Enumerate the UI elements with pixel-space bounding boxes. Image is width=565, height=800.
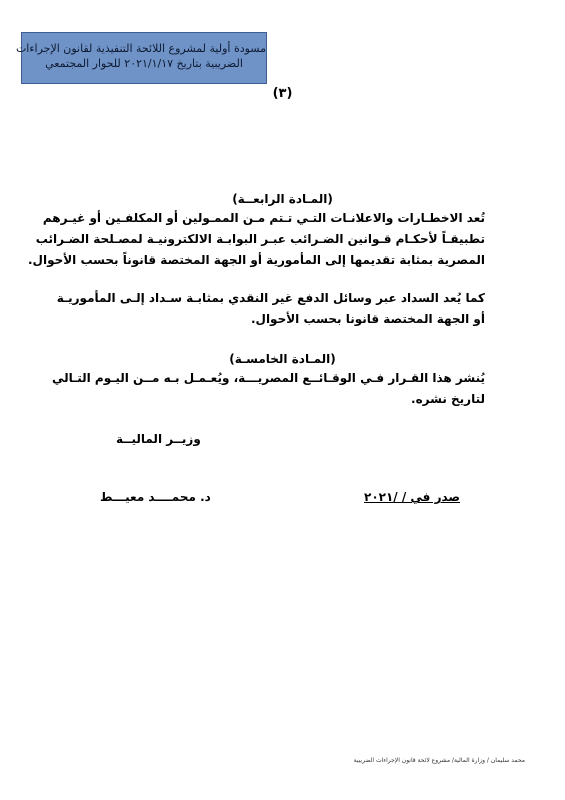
article-4-heading: (المـادة الرابعــة) — [232, 192, 333, 206]
article-4-line: تُعد الاخطـارات والاعلانـات التـي تـتم مـن الممـولين أو المكلفـين أو غيـرهم — [42, 211, 485, 225]
article-4-line: كما يُعد السداد عبر وسائل الدفع غير النقدي بمثابـة سـداد إلـى المأموريـة — [56, 291, 485, 305]
stamp-line-1: مسودة أولية لمشروع اللائحة التنفيذية لقانون الإجراءات — [15, 42, 266, 55]
minister-title: وزيــر الماليــة — [116, 432, 201, 446]
article-5-paragraph — [51, 368, 485, 410]
article-4-paragraph-2 — [56, 288, 485, 330]
article-5-heading: (المـادة الخامسـة) — [229, 352, 336, 366]
minister-name: د. محمــــد معيـــط — [100, 490, 211, 504]
issue-date: صدر في / /٢٠٢١ — [364, 490, 461, 504]
article-5-line: يُنشر هذا القـرار فـي الوقـائــع المصريـــة، ويُعـمـل بـه مــن اليـوم التـالي — [51, 371, 485, 385]
article-4-paragraph-1 — [27, 208, 485, 271]
article-4-line: تطبيقـاً لأحكـام قـوانين الضـرائب عبـر البوابـة الالكترونيـة لمصـلحة الضـرائب — [35, 232, 485, 246]
draft-stamp-box — [15, 32, 267, 84]
stamp-line-2: الضريبية بتاريخ ٢٠٢١/١/١٧ للحوار المجتمعي — [45, 57, 243, 70]
page-number: (٣) — [272, 86, 293, 101]
article-5-line: لتاريخ نشره. — [411, 392, 485, 406]
article-4-line: المصرية بمثابة تقديمها إلى المأمورية أو الجهة المختصة قانوناً بحسب الأحوال. — [27, 253, 485, 267]
article-4-line: أو الجهة المختصة قانونا بحسب الأحوال. — [250, 312, 485, 326]
page-footer: محمد سليمان / وزارة المالية/ مشروع لائحة قانون الإجراءات الضريبية — [353, 757, 525, 764]
